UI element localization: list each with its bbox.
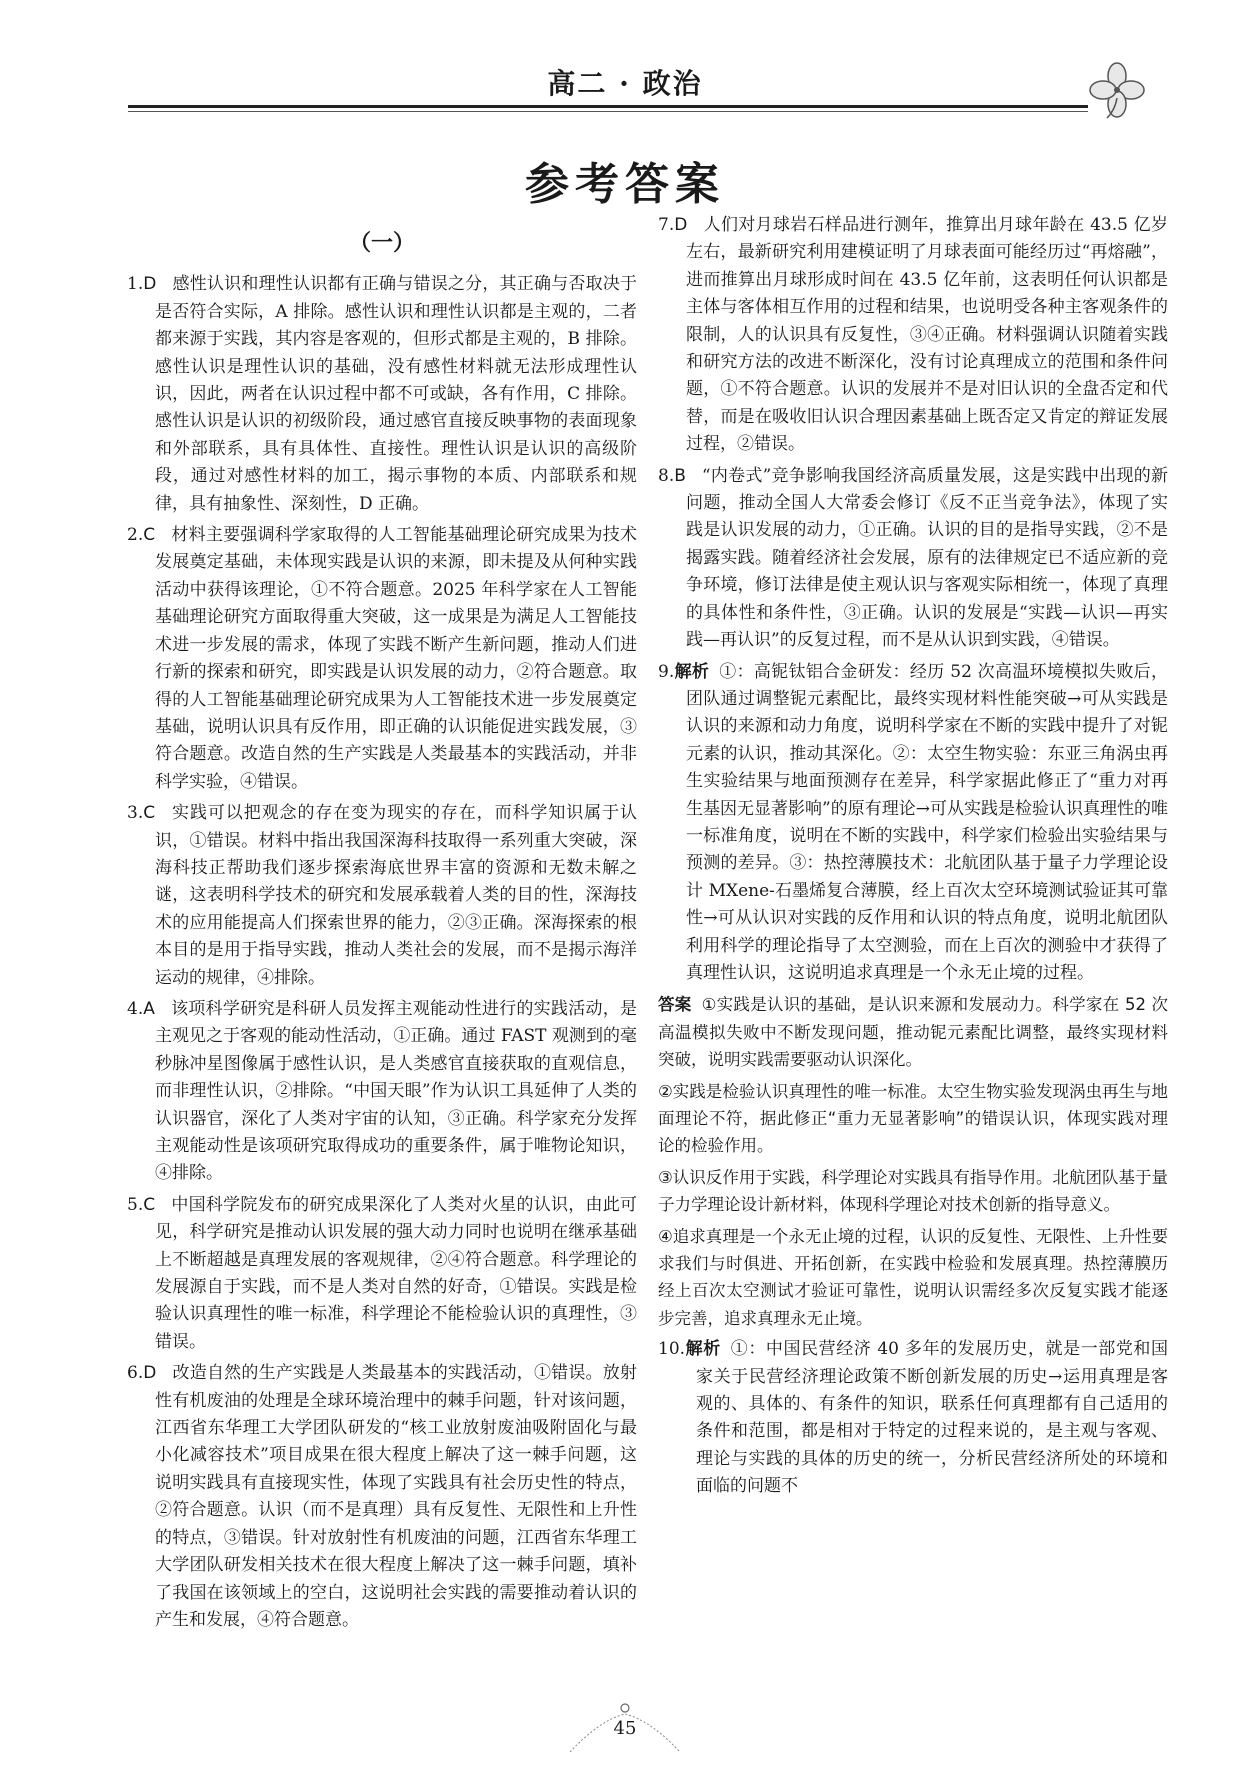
- document-title: 参考答案: [525, 159, 725, 210]
- analysis-label: 解析: [674, 661, 710, 682]
- analysis-label: 解析: [685, 1339, 721, 1360]
- item-answer: C: [143, 803, 156, 824]
- item-number: 2.: [127, 525, 144, 546]
- item-answer: D: [143, 274, 157, 295]
- item-answer: C: [143, 525, 156, 546]
- right-column: [658, 212, 1168, 1632]
- item-number: 1.: [127, 274, 144, 295]
- item-answer: D: [674, 215, 688, 235]
- left-column: [127, 212, 637, 1632]
- item-answer: B: [674, 465, 686, 486]
- item-explanation: “内卷式”竞争影响我国经济高质量发展，这是实践中出现的新问题，推动全国人大常委会修订《反不正当竞争法》，体现了实践是认识发展的动力，①正确。认识的目的是指导实践，②不是揭露实践。随着经济社会发展，原有的法律规定已不适应新的竞争环境，修订法律是使主观认识与客观实际相统一，体现了真理的具体性和条件性，③正确。认识的发展是“实践—认识—再实践—再认识”的反复过程，而不是从认识到实践，④错误。: [686, 465, 1168, 651]
- item-explanation: 人们对月球岩石样品进行测年，推算出月球年龄在 43.5 亿岁左右，最新研究利用建模证明了月球表面可能经历过“再熔融”，进而推算出月球形成时间在 43.5 亿年前，这表明任何认识都是主体与客体相互作用的过程和结果，也说明受各种主客观条件的限制，人的认识具有反复性，③④正确。材料强调认识随着实践和研究方法的改进不断深化，没有讨论真理成立的范围和条件问题，①不符合题意。认识的发展并不是对旧认识的全盘否定和代替，而是在吸收旧认识合理因素基础上既否定又肯定的辩证发展过程，②错误。: [686, 215, 1168, 455]
- item-number: 10.: [658, 1339, 686, 1360]
- answer-point-2: ②实践是检验认识真理性的唯一标准。太空生物实验发现涡虫再生与地面理论不符，据此修正“重力无显著影响”的错误认识，体现实践对理论的检验作用。: [658, 1081, 1168, 1156]
- item-number: 5.: [127, 1194, 144, 1215]
- page-number: 45: [613, 1718, 637, 1739]
- item-number: 9.: [658, 661, 675, 682]
- item-explanation: 感性认识和理性认识都有正确与错误之分，其正确与否取决于是否符合实际，A 排除。感性认识和理性认识都是主观的，二者都来源于实践，其内容是客观的，但形式都是主观的，B 排除。感性认识是理性认识的基础，没有感性材料就无法形成理性认识，因此，两者在认识过程中都不可或缺，各有作用，C 排除。感性认识是认识的初级阶段，通过感官直接反映事物的表面现象和外部联系，具有具体性、直接性。理性认识是认识的高级阶段，通过对感性材料的加工，揭示事物的本质、内部联系和规律，具有抽象性、深刻性，D 正确。: [155, 274, 637, 514]
- answer-item-7: [658, 212, 1168, 459]
- answer-item-6: [127, 1360, 637, 1632]
- item-number: 3.: [127, 803, 144, 824]
- item-analysis: ①：高铌钛铝合金研发：经历 52 次高温环境模拟失败后，团队通过调整铌元素配比，最终实现材料性能突破→可从实践是认识的来源和动力角度，说明科学家在不断的实践中提升了对铌元素的认识，推动其深化。②：太空生物实验：东亚三角涡虫再生实验结果与地面预测存在差异，科学家据此修正了“重力对再生基因无显著影响”的原有理论→可从实践是检验认识真理性的唯一标准角度，说明在不断的实践中，科学家们检验出实验结果与预测的差异。③：热控薄膜技术：北航团队基于量子力学理论设计 MXene-石墨烯复合薄膜，经上百次太空环境测试验证其可靠性→可从认识对实践的反作用和认识的特点角度，说明北航团队利用科学的理论指导了太空测验，而在上百次的测验中才获得了真理性认识，这说明追求真理是一个永无止境的过程。: [686, 661, 1168, 983]
- answer-item-3: [127, 800, 637, 992]
- answer-item-10: [658, 1336, 1168, 1500]
- item-explanation: 材料主要强调科学家取得的人工智能基础理论研究成果为技术发展奠定基础，未体现实践是认识的来源，即未提及从何种实践活动中获得该理论，①不符合题意。2025 年科学家在人工智能基础理论研究方面取得重大突破，这一成果是为满足人工智能技术进一步发展的需求，体现了实践不断产生新问题，推动人们进行新的探索和研究，即实践是认识发展的动力，②符合题意。取得的人工智能基础理论研究成果为人工智能技术进一步发展奠定基础，说明认识具有反作用，即正确的认识能促进实践发展，③符合题意。改造自然的生产实践是人类最基本的实践活动，并非科学实验，④错误。: [155, 525, 637, 792]
- clover-icon: [1085, 58, 1149, 122]
- item-number: 6.: [127, 1363, 144, 1384]
- page-header: [0, 0, 1250, 120]
- item-number: 8.: [658, 465, 675, 486]
- answer-item-1: [127, 271, 637, 518]
- item-answer: A: [143, 998, 155, 1019]
- answer-item-2: [127, 522, 637, 796]
- section-title: （一）: [348, 230, 415, 256]
- answer-label: 答案: [658, 995, 692, 1015]
- item-explanation: 该项科学研究是科研人员发挥主观能动性进行的实践活动，是主观见之于客观的能动性活动，①正确。通过 FAST 观测到的毫秒脉冲星图像属于感性认识，是人类感官直接获取的直观信息，而非理性认识，②排除。“中国天眼”作为认识工具延伸了人类的认识器官，深化了人类对宇宙的认知，③正确。科学家充分发挥主观能动性是该项研究取得成功的重要条件，属于唯物论知识，④排除。: [155, 998, 637, 1184]
- item-number: 7.: [658, 215, 675, 235]
- answer-point-3: ③认识反作用于实践，科学理论对实践具有指导作用。北航团队基于量子力学理论设计新材料，体现科学理论对技术创新的指导意义。: [658, 1167, 1168, 1215]
- answer-block: [658, 991, 1168, 1073]
- item-explanation: 中国科学院发布的研究成果深化了人类对火星的认识，由此可见，科学研究是推动认识发展的强大动力同时也说明在继承基础上不断超越是真理发展的客观规律，②④符合题意。科学理论的发展源自于实践，而不是人类对自然的好奇，①错误。实践是检验认识真理性的唯一标准，科学理论不能检验认识的真理性，③错误。: [155, 1194, 637, 1352]
- answer-point-1: ①实践是认识的基础，是认识来源和发展动力。科学家在 52 次高温模拟失败中不断发现问题，推动铌元素配比调整，最终实现材料突破，说明实践需要驱动认识深化。: [658, 995, 1168, 1070]
- header-title: 高二 · 政治: [547, 67, 703, 100]
- header-rule-thin: [128, 111, 1088, 112]
- header-rule: [128, 105, 1088, 108]
- answer-item-9: [658, 659, 1168, 988]
- answer-item-8: [658, 463, 1168, 655]
- answer-item-5: [127, 1192, 637, 1356]
- item-number: 4.: [127, 998, 144, 1019]
- item-explanation: 实践可以把观念的存在变为现实的存在，而科学知识属于认识，①错误。材料中指出我国深海科技取得一系列重大突破，深海科技正帮助我们逐步探索海底世界丰富的资源和无数未解之谜，这表明科学技术的研究和发展承载着人类的目的性，深海技术的应用能提高人们探索世界的能力，②③正确。深海探索的根本目的是用于指导实践，推动人类社会的发展，而不是揭示海洋运动的规律，④排除。: [155, 803, 637, 988]
- answer-item-4: [127, 996, 637, 1188]
- item-explanation: 改造自然的生产实践是人类最基本的实践活动，①错误。放射性有机废油的处理是全球环境治理中的棘手问题，针对该问题，江西省东华理工大学团队研发的“核工业放射废油吸附固化与最小化减容技术”项目成果在很大程度上解决了这一棘手问题，这说明实践具有直接现实性，体现了实践具有社会历史性的特点，②符合题意。认识（而不是真理）具有反复性、无限性和上升性的特点，③错误。针对放射性有机废油的问题，江西省东华理工大学团队研发相关技术在很大程度上解决了这一棘手问题，填补了我国在该领域上的空白，这说明社会实践的需要推动着认识的产生和发展，④符合题意。: [155, 1363, 637, 1630]
- answer-point-4: ④追求真理是一个永无止境的过程，认识的反复性、无限性、上升性要求我们与时俱进、开拓创新，在实践中检验和发展真理。热控薄膜历经上百次太空测试才验证可靠性，说明认识需经多次反复实践才能逐步完善，追求真理永无止境。: [658, 1226, 1168, 1328]
- item-answer: D: [143, 1363, 157, 1384]
- item-analysis: ①：中国民营经济 40 多年的发展历史，就是一部党和国家关于民营经济理论政策不断创新发展的历史→运用真理是客观的、具体的、有条件的知识，联系任何真理都有自己适用的条件和范围，都是相对于特定的过程来说的，是主观与客观、理论与实践的具体的历史的统一，分析民营经济所处的环境和面临的问题不: [696, 1339, 1168, 1497]
- item-answer: C: [143, 1194, 156, 1215]
